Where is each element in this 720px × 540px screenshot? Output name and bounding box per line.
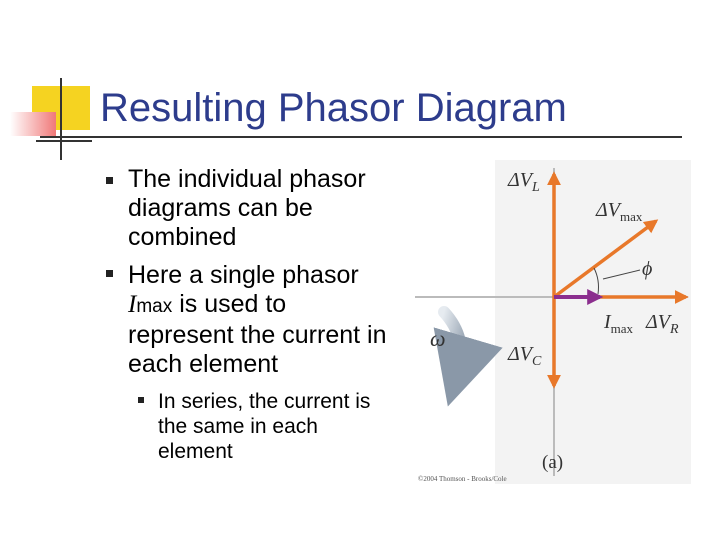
- i-max-label: $I_{max}$: [604, 311, 634, 336]
- delta-v-l-label: $\Delta V_L$: [508, 169, 540, 195]
- page-title: Resulting Phasor Diagram: [100, 86, 567, 130]
- omega-label: ω: [430, 326, 446, 351]
- corner-horizontal-line: [36, 140, 92, 142]
- phasor-diagram: [400, 150, 692, 486]
- delta-v-r-label: $\Delta V_R$: [646, 311, 679, 337]
- copyright-note: ©2004 Thomson - Brooks/Cole: [418, 475, 507, 483]
- bullet-marker: [106, 177, 113, 184]
- bullet-text-1: The individual phasor diagrams can be combined: [128, 165, 366, 251]
- corner-vertical-line: [60, 78, 62, 160]
- bullet-2-rest: is used to represent the current in each element: [128, 290, 387, 378]
- imax-subscript: max: [136, 296, 173, 317]
- panel-label: (a): [542, 452, 564, 473]
- imax-symbol: I: [128, 291, 137, 318]
- phi-label: ϕ: [642, 258, 653, 280]
- title-underline: [40, 136, 682, 138]
- sub-bullet-text: In series, the current is the same in each element: [158, 390, 371, 463]
- delta-v-max-label: $\Delta V_{max}$: [596, 199, 643, 224]
- corner-red-block: [10, 112, 56, 136]
- bullet-text-2: [128, 261, 390, 379]
- bullet-2-lead: Here a single phasor: [128, 261, 359, 289]
- bullet-marker: [106, 270, 113, 277]
- omega-rotation-icon: [444, 312, 461, 372]
- sub-bullet-marker: [138, 397, 144, 403]
- delta-v-c-label: $\Delta V_C$: [508, 343, 542, 369]
